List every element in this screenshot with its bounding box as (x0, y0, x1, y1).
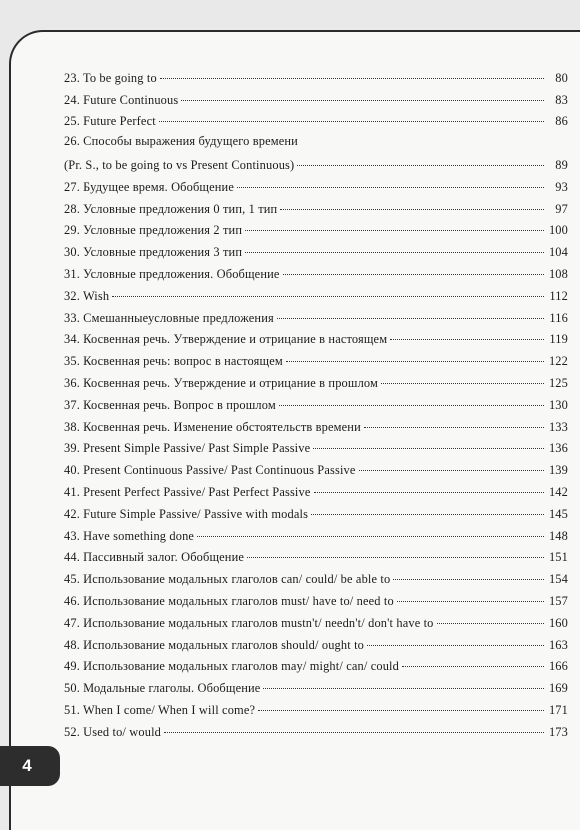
toc-entry-page-number: 173 (548, 724, 568, 739)
toc-entry-title: 28. Условные предложения 0 тип, 1 тип (64, 201, 278, 216)
toc-entry (64, 66, 568, 88)
toc-entry-title: 45. Использование модальных глаголов can/ could/ be able to (64, 572, 391, 587)
toc-entry (64, 502, 568, 524)
toc-entry-title: 23. To be going to (64, 70, 157, 85)
toc-entry-page-number: 80 (555, 70, 568, 85)
toc-entry-title: 36. Косвенная речь. Утверждение и отрицание в прошлом (64, 375, 379, 390)
toc-entry (64, 371, 568, 393)
dot-leader (247, 557, 544, 558)
toc-entry-title: 30. Условные предложения 3 тип (64, 245, 243, 260)
dot-leader (364, 427, 544, 428)
toc-entry-page-number: 86 (555, 114, 568, 129)
toc-entry-page-number: 163 (548, 637, 568, 652)
toc-entry-page-number: 157 (548, 593, 568, 608)
toc-entry-page-number: 89 (555, 157, 568, 172)
toc-entry (64, 219, 568, 241)
dot-leader (367, 645, 544, 646)
toc-entry-page-number: 154 (548, 572, 568, 587)
table-of-contents (64, 66, 568, 742)
toc-entry-page-number: 104 (548, 245, 568, 260)
toc-entry-page-number: 100 (548, 223, 568, 238)
dot-leader (393, 579, 544, 580)
toc-entry-title-line: 26. Способы выражения будущего времени (64, 134, 298, 149)
toc-entry (64, 480, 568, 502)
toc-entry (64, 720, 568, 742)
toc-entry (64, 306, 568, 328)
dot-leader (112, 296, 544, 297)
toc-entry (64, 175, 568, 197)
toc-entry-title: 37. Косвенная речь. Вопрос в прошлом (64, 397, 276, 412)
dot-leader (314, 492, 544, 493)
toc-entry-page-number: 97 (555, 201, 568, 216)
toc-entry-title: 44. Пассивный залог. Обобщение (64, 550, 245, 565)
toc-entry-page-number: 122 (548, 354, 568, 369)
dot-leader (297, 165, 544, 166)
toc-entry-page-number: 112 (549, 288, 568, 303)
dot-leader (437, 623, 544, 624)
dot-leader (286, 361, 544, 362)
dot-leader (359, 470, 544, 471)
toc-entry-page-number: 93 (555, 179, 568, 194)
toc-entry (64, 698, 568, 720)
dot-leader (279, 405, 544, 406)
toc-entry (64, 655, 568, 677)
toc-entry-title: 43. Have something done (64, 528, 195, 543)
toc-entry (64, 240, 568, 262)
toc-entry (64, 197, 568, 219)
dot-leader (245, 252, 544, 253)
toc-entry-page-number: 136 (548, 441, 568, 456)
toc-entry (64, 458, 568, 480)
toc-entry (64, 524, 568, 546)
toc-entry-title: 40. Present Continuous Passive/ Past Continuous Passive (64, 463, 356, 478)
toc-entry-page-number: 166 (548, 659, 568, 674)
dot-leader (311, 514, 544, 515)
toc-entry (64, 567, 568, 589)
dot-leader (237, 187, 544, 188)
dot-leader (313, 448, 544, 449)
toc-entry-title: 24. Future Continuous (64, 92, 179, 107)
toc-entry (64, 349, 568, 371)
toc-entry-title: 35. Косвенная речь: вопрос в настоящем (64, 354, 283, 369)
toc-entry (64, 437, 568, 459)
toc-entry-title: 51. When I come/ When I will come? (64, 702, 256, 717)
toc-entry (64, 284, 568, 306)
dot-leader (397, 601, 544, 602)
toc-entry (64, 262, 568, 284)
toc-entry-title: 25. Future Perfect (64, 114, 156, 129)
toc-entry-title: 41. Present Perfect Passive/ Past Perfect Passive (64, 484, 311, 499)
toc-entry-page-number: 133 (548, 419, 568, 434)
dot-leader (280, 209, 544, 210)
toc-entry (64, 633, 568, 655)
toc-entry (64, 589, 568, 611)
dot-leader (283, 274, 544, 275)
toc-entry (64, 328, 568, 350)
toc-entry-page-number: 130 (548, 397, 568, 412)
dot-leader (390, 339, 544, 340)
toc-entry (64, 393, 568, 415)
dot-leader (263, 688, 544, 689)
toc-entry-page-number: 83 (555, 92, 568, 107)
toc-entry-page-number: 171 (548, 702, 568, 717)
toc-entry-title: 29. Условные предложения 2 тип (64, 223, 243, 238)
toc-entry-title: 49. Использование модальных глаголов may/ might/ can/ could (64, 659, 399, 674)
toc-entry-title: (Pr. S., to be going to vs Present Continuous) (64, 157, 295, 172)
toc-entry-page-number: 108 (548, 266, 568, 281)
toc-entry-page-number: 125 (548, 375, 568, 390)
toc-entry-title: 32. Wish (64, 288, 110, 303)
toc-entry (64, 131, 568, 175)
dot-leader (245, 230, 544, 231)
toc-entry (64, 415, 568, 437)
toc-entry-title: 52. Used to/ would (64, 724, 162, 739)
toc-entry-title: 31. Условные предложения. Обобщение (64, 266, 280, 281)
dot-leader (381, 383, 544, 384)
toc-entry-page-number: 169 (548, 681, 568, 696)
dot-leader (159, 121, 544, 122)
dot-leader (197, 536, 544, 537)
dot-leader (258, 710, 544, 711)
dot-leader (164, 732, 544, 733)
toc-entry-page-number: 151 (548, 550, 568, 565)
toc-entry-title: 34. Косвенная речь. Утверждение и отрицание в настоящем (64, 332, 388, 347)
toc-entry-page-number: 116 (549, 310, 568, 325)
toc-entry-page-number: 148 (548, 528, 568, 543)
page-number: 4 (0, 746, 60, 786)
dot-leader (277, 318, 544, 319)
toc-entry-page-number: 145 (548, 506, 568, 521)
toc-entry (64, 611, 568, 633)
dot-leader (402, 666, 544, 667)
toc-entry-page-number: 139 (548, 463, 568, 478)
toc-entry-title: 27. Будущее время. Обобщение (64, 179, 234, 194)
toc-entry (64, 546, 568, 568)
toc-entry-page-number: 119 (549, 332, 568, 347)
toc-entry-title: 46. Использование модальных глаголов must/ have to/ need to (64, 593, 394, 608)
toc-entry-title: 38. Косвенная речь. Изменение обстоятельств времени (64, 419, 361, 434)
toc-entry-title: 33. Смешанныеусловные предложения (64, 310, 274, 325)
dot-leader (181, 100, 544, 101)
toc-entry-page-number: 160 (548, 615, 568, 630)
toc-entry-page-number: 142 (548, 484, 568, 499)
toc-entry (64, 110, 568, 132)
toc-entry (64, 676, 568, 698)
toc-entry-title: 42. Future Simple Passive/ Passive with modals (64, 506, 309, 521)
toc-entry-title: 50. Модальные глаголы. Обобщение (64, 681, 261, 696)
toc-entry (64, 88, 568, 110)
toc-entry-title: 48. Использование модальных глаголов should/ ought to (64, 637, 365, 652)
toc-entry-title: 47. Использование модальных глаголов mustn't/ needn't/ don't have to (64, 615, 434, 630)
toc-entry-title: 39. Present Simple Passive/ Past Simple Passive (64, 441, 311, 456)
dot-leader (160, 78, 544, 79)
